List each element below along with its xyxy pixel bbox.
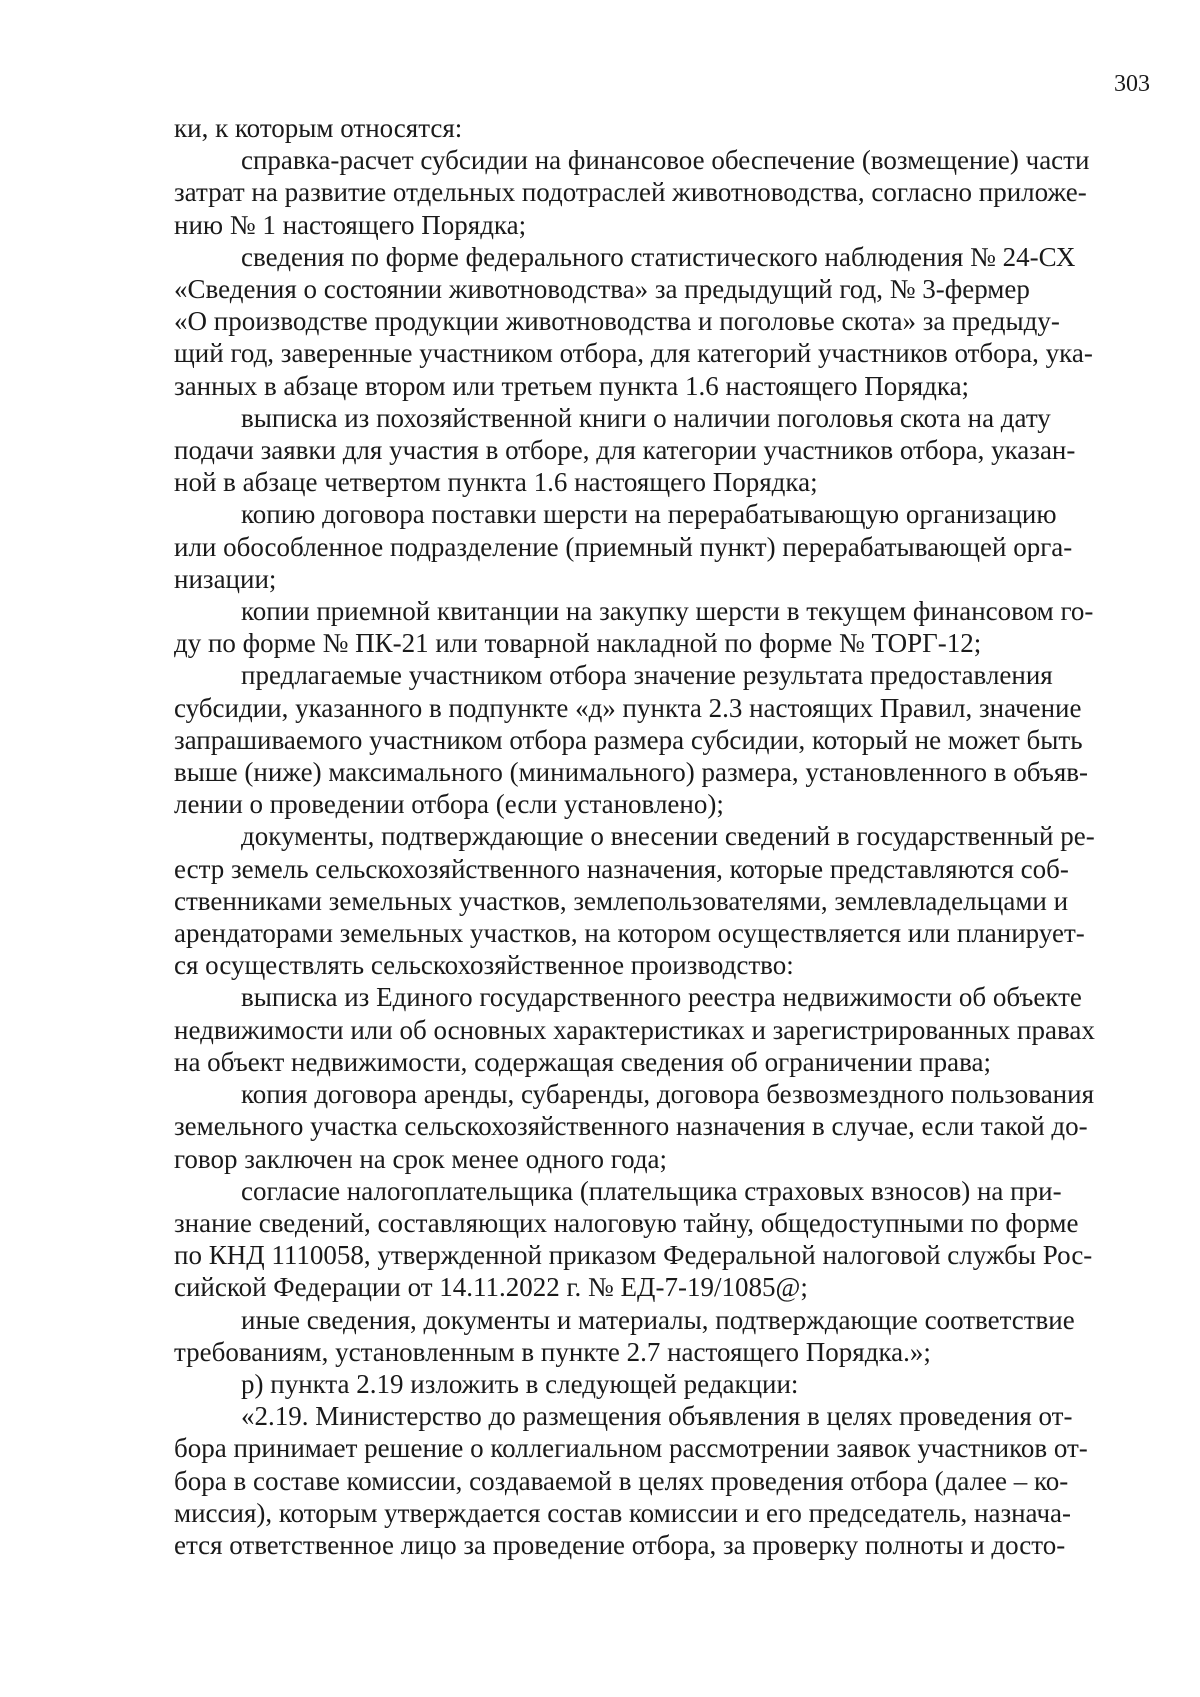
- paragraph: копию договора поставки шерсти на перерабатывающую организацию или обособленное подразделение (приемный пункт) перерабатывающей орга- низации;: [174, 499, 1073, 594]
- paragraph: ки, к которым относятся:: [174, 113, 463, 143]
- paragraph: р) пункта 2.19 изложить в следующей редакции:: [241, 1368, 799, 1399]
- paragraph: выписка из Единого государственного реестра недвижимости об объекте недвижимости или об основных характеристиках и зарегистрированных правах на объект недвижимости, содержащая сведения об ограничении права;: [174, 982, 1095, 1077]
- paragraph: сведения по форме федерального статистического наблюдения № 24-СХ «Сведения о состоянии животноводства» за предыдущий год, № 3-фермер «О производстве продукции животноводства и поголовье скота» за предыду- щий год, заверенные участником отбора, для категорий участников отбора, ука- занных в абзаце втором или третьем пункта 1.6 настоящего Порядка;: [174, 241, 1093, 401]
- paragraph: согласие налогоплательщика (плательщика страховых взносов) на при- знание сведений, составляющих налоговую тайну, общедоступными по форме по КНД 1110058, утвержденной приказом Федеральной налоговой службы Рос- сийской Федерации от 14.11.2022 г. № ЕД-7-19/1085@;: [174, 1175, 1093, 1303]
- paragraph: копии приемной квитанции на закупку шерсти в текущем финансовом го- ду по форме № ПК-21 или товарной накладной по форме № ТОРГ-12;: [174, 596, 1094, 659]
- paragraph: документы, подтверждающие о внесении сведений в государственный ре- естр земель сельскохозяйственного назначения, которые представляются соб- ственниками земельных участков, землепользователями, землевладельцами и арендаторами земельных участков, на котором осуществляется или планирует- ся осуществлять сельскохозяйственное производство:: [174, 821, 1095, 981]
- page-number: 303: [1114, 71, 1150, 97]
- paragraph: «2.19. Министерство до размещения объявления в целях проведения от- бора принимает решение о коллегиальном рассмотрении заявок участников от- бора в составе комиссии, создаваемой в целях проведения отбора (далее – ко- миссия), которым утверждается состав комиссии и его председатель, назнача- ется ответственное лицо за проведение отбора, за проверку полноты и досто-: [174, 1401, 1088, 1560]
- paragraph: справка-расчет субсидии на финансовое обеспечение (возмещение) части затрат на развитие отдельных подотраслей животноводства, согласно приложе- нию № 1 настоящего Порядка;: [174, 145, 1090, 240]
- document-body: [174, 112, 1149, 1561]
- paragraph: копия договора аренды, субаренды, договора безвозмездного пользования земельного участка сельскохозяйственного назначения в случае, если такой до- говор заключен на срок менее одного года;: [174, 1079, 1094, 1174]
- paragraph: предлагаемые участником отбора значение результата предоставления субсидии, указанного в подпункте «д» пункта 2.3 настоящих Правил, значение запрашиваемого участником отбора размера субсидии, который не может быть выше (ниже) максимального (минимального) размера, установленного в объяв- лении о проведении отбора (если установлено);: [174, 660, 1088, 820]
- paragraph: иные сведения, документы и материалы, подтверждающие соответствие требованиям, установленным в пункте 2.7 настоящего Порядка.»;: [174, 1304, 1075, 1367]
- paragraph: выписка из похозяйственной книги о наличии поголовья скота на дату подачи заявки для участия в отборе, для категории участников отбора, указан- ной в абзаце четвертом пункта 1.6 настоящего Порядка;: [174, 402, 1076, 498]
